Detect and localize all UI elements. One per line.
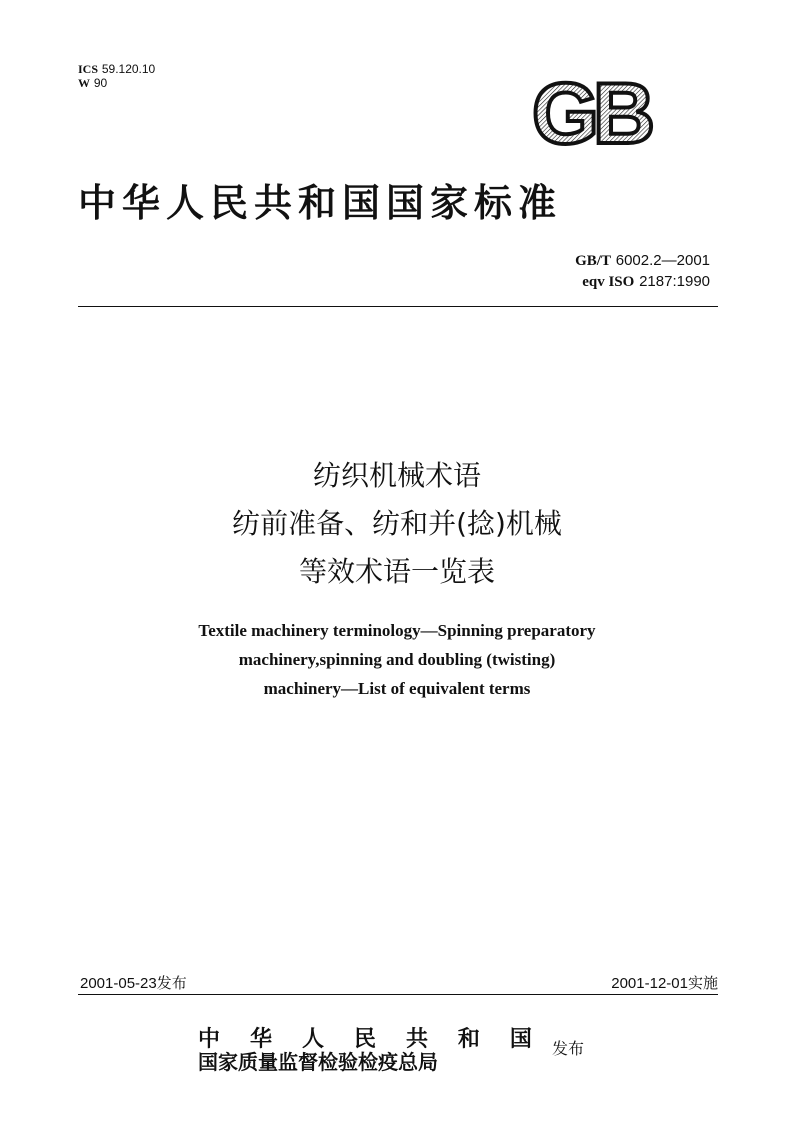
title-en-line1: Textile machinery terminology—Spinning preparatory [198, 621, 596, 640]
impl-word: 实施 [687, 974, 718, 992]
issue-date-value: 2001-05-23 [80, 975, 157, 992]
gb-label: GB/T [575, 253, 611, 269]
issuer-char: 中 [198, 1026, 221, 1052]
title-cn-line3: 等效术语一览表 [298, 555, 495, 588]
issuer-char: 人 [301, 1026, 324, 1052]
ics-label: ICS [78, 62, 99, 76]
ics-code: 59.120.10 [101, 62, 156, 76]
publish-word: 发布 [552, 1039, 585, 1058]
implementation-date [611, 972, 718, 993]
issuer-char: 华 [249, 1026, 272, 1052]
issuer-line2: 国家质量监督检验检疫总局 [198, 1050, 438, 1074]
issuer-char: 和 [457, 1026, 480, 1052]
gb-logo [528, 70, 678, 150]
eqv-label: eqv ISO [582, 274, 635, 290]
title-en-line3: machinery—List of equivalent terms [263, 679, 531, 698]
title-en-line2: machinery,spinning and doubling (twisting) [238, 650, 556, 669]
issue-word: 发布 [156, 974, 187, 992]
ics-block [78, 62, 155, 90]
class-label: W [78, 76, 90, 90]
standard-title: 中华人民共和国国家标准 [78, 180, 563, 225]
impl-date-value: 2001-12-01 [611, 975, 688, 992]
issuer-char: 共 [405, 1026, 428, 1052]
gb-logo-text: GB [532, 70, 649, 150]
issuer-char: 民 [353, 1026, 376, 1052]
gb-number: 6002.2—2001 [615, 252, 710, 269]
title-cn-line2: 纺前准备、纺和并(捻)机械 [232, 507, 562, 540]
title-cn-line1: 纺织机械术语 [312, 459, 481, 492]
top-divider [78, 306, 718, 307]
standard-code [575, 250, 710, 292]
bottom-divider [78, 994, 718, 995]
class-code: 90 [93, 76, 108, 90]
eqv-number: 2187:1990 [639, 273, 710, 290]
issuer-char: 国 [509, 1026, 532, 1052]
issue-date [80, 972, 187, 993]
